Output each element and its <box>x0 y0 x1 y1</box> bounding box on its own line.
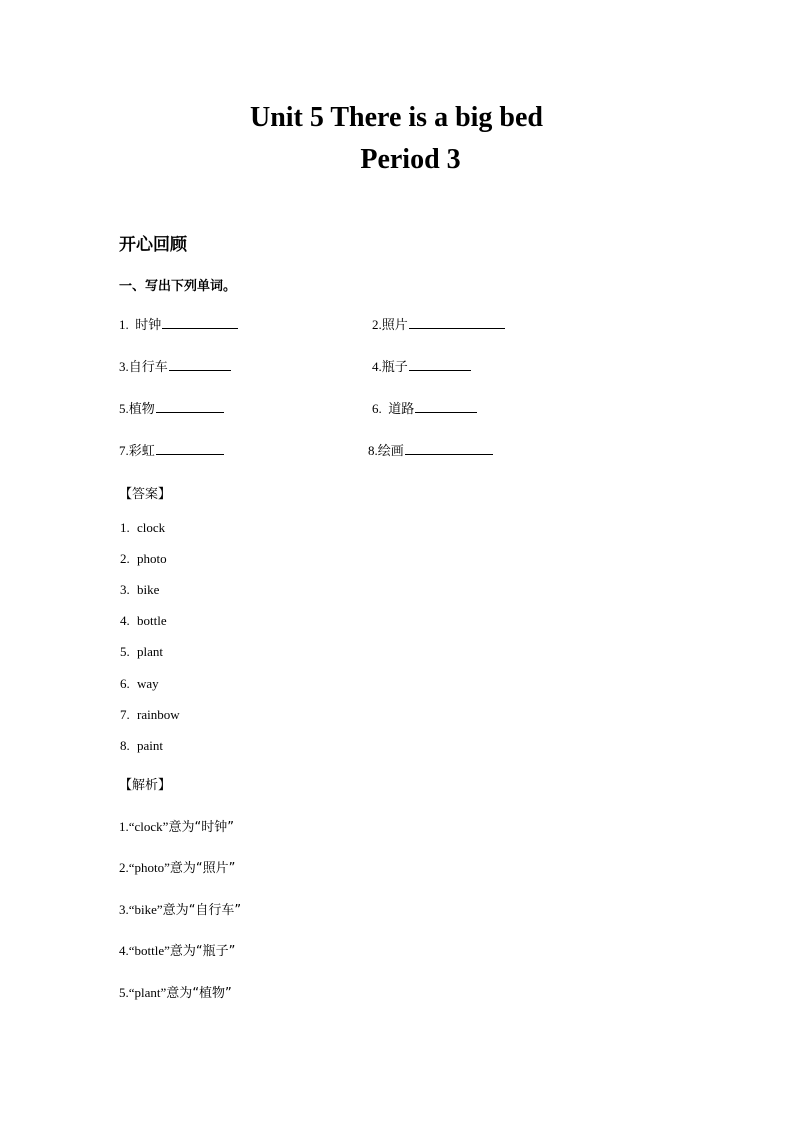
answer-blank[interactable] <box>156 400 224 413</box>
answer-blank[interactable] <box>405 442 493 455</box>
question-item: 4.瓶子 <box>372 358 471 377</box>
question-item: 2.照片 <box>372 316 505 335</box>
section-title: 开心回顾 <box>119 235 187 255</box>
answer-blank[interactable] <box>415 400 477 413</box>
answer-label: 【答案】 <box>119 487 172 502</box>
explanation-item: 3.“bike”意为“自行车” <box>119 902 242 918</box>
answer-item: 5. plant <box>120 644 163 659</box>
explanation-item: 5.“plant”意为“植物” <box>119 985 232 1001</box>
answer-item: 3. bike <box>120 582 160 597</box>
page-subtitle: Period 3 <box>360 144 461 175</box>
question-item: 1. 时钟 <box>119 316 238 335</box>
explanation-item: 4.“bottle”意为“瓶子” <box>119 943 236 959</box>
exercise-instruction: 一、写出下列单词。 <box>119 279 237 294</box>
answer-item: 4. bottle <box>120 613 167 628</box>
answer-blank[interactable] <box>169 358 231 371</box>
analysis-label: 【解析】 <box>119 778 172 793</box>
question-item: 3.自行车 <box>119 358 231 377</box>
answer-blank[interactable] <box>409 316 505 329</box>
answer-blank[interactable] <box>156 442 224 455</box>
answer-blank[interactable] <box>409 358 471 371</box>
question-item: 7.彩虹 <box>119 442 224 461</box>
question-item: 6. 道路 <box>372 400 477 419</box>
page-title: Unit 5 There is a big bed <box>249 102 543 133</box>
answer-blank[interactable] <box>162 316 238 329</box>
answer-item: 1. clock <box>120 520 166 535</box>
explanation-item: 1.“clock”意为“时钟” <box>119 819 234 835</box>
answer-item: 8. paint <box>120 738 163 753</box>
explanation-item: 2.“photo”意为“照片” <box>119 860 236 876</box>
answer-item: 6. way <box>120 676 159 691</box>
question-item: 8.绘画 <box>368 442 493 461</box>
answer-item: 2. photo <box>120 551 167 566</box>
question-item: 5.植物 <box>119 400 224 419</box>
answer-item: 7. rainbow <box>120 707 180 722</box>
